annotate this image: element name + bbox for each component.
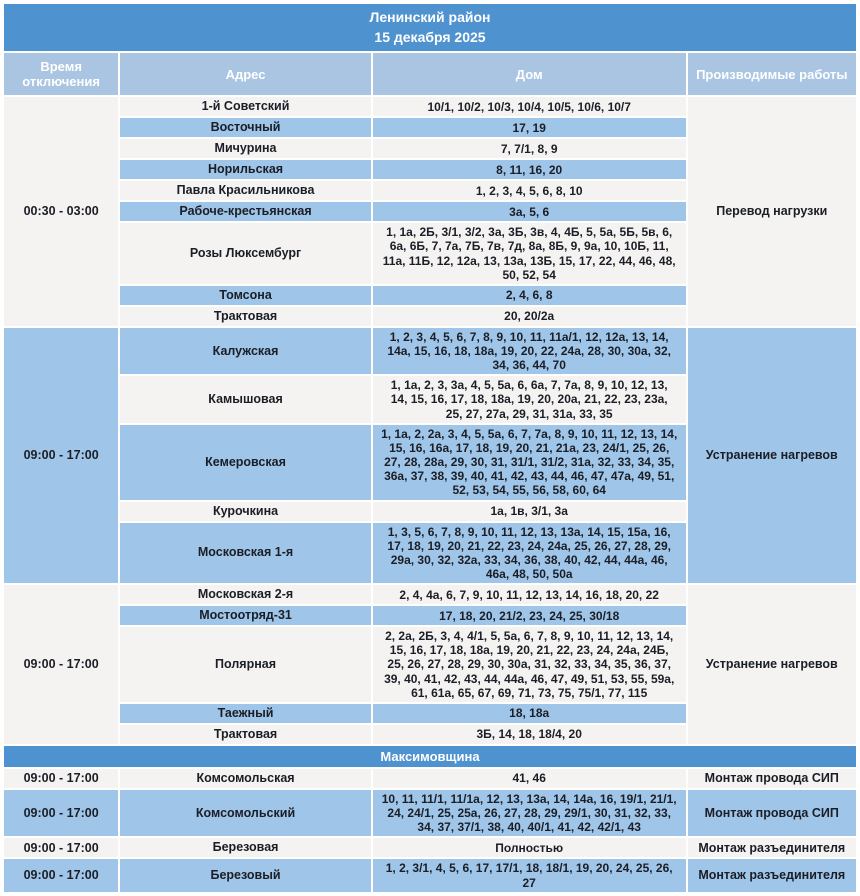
address-cell: Березовый bbox=[120, 859, 371, 891]
date-subtitle: 15 декабря 2025 bbox=[374, 28, 486, 45]
address-cell: Московская 1-я bbox=[120, 523, 371, 584]
work-cell: Монтаж разъединителя bbox=[688, 838, 856, 857]
houses-cell: 10/1, 10/2, 10/3, 10/4, 10/5, 10/6, 10/7 bbox=[373, 97, 686, 116]
outage-table-body bbox=[4, 97, 856, 892]
col-header-address: Адрес bbox=[120, 53, 371, 95]
table-row bbox=[4, 97, 856, 116]
table-row bbox=[4, 859, 856, 891]
address-cell: Комсомольский bbox=[120, 790, 371, 836]
time-cell: 09:00 - 17:00 bbox=[4, 859, 118, 891]
address-cell: Камышовая bbox=[120, 376, 371, 422]
houses-cell: 2, 2а, 2Б, 3, 4, 4/1, 5, 5а, 6, 7, 8, 9, 10, 11, 12, 13, 14, 15, 16, 17, 18, 18а, 19, 20, 21, 22, 23, 24, 24а, 24Б, 25, 26, 27, 28, 29, 30, 30а, 31, 32, 33, 34, 35, 36, 37, 39, 40, 41, 42, 43, 44, 44а, 46, 47, 49, 51, 53, 55, 59а, 61, 61а, 65, 67, 69, 71, 73, 75, 75/1, 77, 115 bbox=[373, 627, 686, 702]
houses-cell: 1, 1а, 2Б, 3/1, 3/2, 3а, 3Б, 3в, 4, 4Б, 5, 5а, 5Б, 5в, 6, 6а, 6Б, 7, 7а, 7Б, 7в, 7д, 8а, 8Б, 9, 9а, 10, 10Б, 11, 11а, 11Б, 12, 12а, 13, 13а, 13Б, 15, 17, 22, 44, 46, 48, 50, 52, 54 bbox=[373, 223, 686, 284]
table-row bbox=[4, 769, 856, 788]
address-cell: Норильская bbox=[120, 160, 371, 179]
houses-cell: 1, 2, 3/1, 4, 5, 6, 17, 17/1, 18, 18/1, 19, 20, 24, 25, 26, 27 bbox=[373, 859, 686, 891]
address-cell: Трактовая bbox=[120, 307, 371, 326]
table-row bbox=[4, 838, 856, 857]
houses-cell: 18, 18а bbox=[373, 704, 686, 723]
address-cell: Березовая bbox=[120, 838, 371, 857]
houses-cell: 1, 3, 5, 6, 7, 8, 9, 10, 11, 12, 13, 13а, 14, 15, 15а, 16, 17, 18, 19, 20, 21, 22, 23, 24, 24а, 25, 26, 27, 28, 29, 29а, 30, 32, 32а, 33, 34, 36, 38, 40, 42, 44, 44а, 46, 46а, 48, 50, 50а bbox=[373, 523, 686, 584]
houses-cell: 17, 19 bbox=[373, 118, 686, 137]
houses-cell: 1, 2, 3, 4, 5, 6, 8, 10 bbox=[373, 181, 686, 200]
outage-schedule-table bbox=[2, 2, 858, 894]
houses-cell: 1, 1а, 2, 2а, 3, 4, 5, 5а, 6, 7, 7а, 8, 9, 10, 11, 12, 13, 14, 15, 16, 16а, 17, 18, 19, 20, 21, 21а, 23, 24/1, 25, 26, 27, 28, 28а, 29, 30, 31, 31/1, 31/2, 31а, 32, 33, 34, 35, 36а, 37, 38, 39, 40, 41, 42, 43, 44, 46, 47, 47а, 49, 51, 52, 53, 54, 55, 56, 58, 60, 64 bbox=[373, 425, 686, 500]
title-row bbox=[4, 4, 856, 51]
address-cell: Рабоче-крестьянская bbox=[120, 202, 371, 221]
houses-cell: 8, 11, 16, 20 bbox=[373, 160, 686, 179]
table-title bbox=[4, 4, 856, 51]
address-cell: Московская 2-я bbox=[120, 585, 371, 604]
work-cell: Устранение нагревов bbox=[688, 328, 856, 583]
address-cell: Розы Люксембург bbox=[120, 223, 371, 284]
houses-cell: 2, 4, 6, 8 bbox=[373, 286, 686, 305]
section-header-row bbox=[4, 746, 856, 767]
district-title: Ленинский район bbox=[369, 9, 491, 25]
col-header-time: Время отключения bbox=[4, 53, 118, 95]
houses-cell: 3Б, 14, 18, 18/4, 20 bbox=[373, 725, 686, 744]
houses-cell: Полностью bbox=[373, 838, 686, 857]
col-header-house: Дом bbox=[373, 53, 686, 95]
table-row bbox=[4, 790, 856, 836]
address-cell: Полярная bbox=[120, 627, 371, 702]
time-cell: 09:00 - 17:00 bbox=[4, 328, 118, 583]
address-cell: Таежный bbox=[120, 704, 371, 723]
time-cell: 09:00 - 17:00 bbox=[4, 585, 118, 744]
address-cell: Кемеровская bbox=[120, 425, 371, 500]
address-cell: Томсона bbox=[120, 286, 371, 305]
address-cell: Павла Красильникова bbox=[120, 181, 371, 200]
time-cell: 09:00 - 17:00 bbox=[4, 790, 118, 836]
section-header: Максимовщина bbox=[4, 746, 856, 767]
time-cell: 09:00 - 17:00 bbox=[4, 769, 118, 788]
houses-cell: 1, 2, 3, 4, 5, 6, 7, 8, 9, 10, 11, 11а/1, 12, 12а, 13, 14, 14а, 15, 16, 18, 18а, 19, 20, 22, 24а, 28, 30, 30а, 32, 34, 36, 44, 70 bbox=[373, 328, 686, 374]
houses-cell: 7, 7/1, 8, 9 bbox=[373, 139, 686, 158]
time-cell: 00:30 - 03:00 bbox=[4, 97, 118, 326]
work-cell: Монтаж разъединителя bbox=[688, 859, 856, 891]
work-cell: Монтаж провода СИП bbox=[688, 790, 856, 836]
address-cell: 1-й Советский bbox=[120, 97, 371, 116]
work-cell: Устранение нагревов bbox=[688, 585, 856, 744]
table-row bbox=[4, 328, 856, 374]
houses-cell: 41, 46 bbox=[373, 769, 686, 788]
address-cell: Мичурина bbox=[120, 139, 371, 158]
houses-cell: 3а, 5, 6 bbox=[373, 202, 686, 221]
houses-cell: 17, 18, 20, 21/2, 23, 24, 25, 30/18 bbox=[373, 606, 686, 625]
column-header-row bbox=[4, 53, 856, 95]
col-header-works: Производимые работы bbox=[688, 53, 856, 95]
address-cell: Восточный bbox=[120, 118, 371, 137]
address-cell: Комсомольская bbox=[120, 769, 371, 788]
address-cell: Мостоотряд-31 bbox=[120, 606, 371, 625]
houses-cell: 20, 20/2а bbox=[373, 307, 686, 326]
houses-cell: 10, 11, 11/1, 11/1а, 12, 13, 13а, 14, 14а, 16, 19/1, 21/1, 24, 24/1, 25, 25а, 26, 27, 28, 29, 29/1, 30, 31, 32, 33, 34, 37, 37/1, 38, 40, 40/1, 41, 42, 42/1, 43 bbox=[373, 790, 686, 836]
work-cell: Перевод нагрузки bbox=[688, 97, 856, 326]
houses-cell: 1а, 1в, 3/1, 3а bbox=[373, 502, 686, 521]
address-cell: Трактовая bbox=[120, 725, 371, 744]
address-cell: Калужская bbox=[120, 328, 371, 374]
table-row bbox=[4, 585, 856, 604]
houses-cell: 2, 4, 4а, 6, 7, 9, 10, 11, 12, 13, 14, 16, 18, 20, 22 bbox=[373, 585, 686, 604]
work-cell: Монтаж провода СИП bbox=[688, 769, 856, 788]
houses-cell: 1, 1а, 2, 3, 3а, 4, 5, 5а, 6, 6а, 7, 7а, 8, 9, 10, 12, 13, 14, 15, 16, 17, 18, 18а, 19, 20, 20а, 21, 22, 23, 23а, 25, 27, 27а, 29, 31, 31а, 33, 35 bbox=[373, 376, 686, 422]
address-cell: Курочкина bbox=[120, 502, 371, 521]
time-cell: 09:00 - 17:00 bbox=[4, 838, 118, 857]
